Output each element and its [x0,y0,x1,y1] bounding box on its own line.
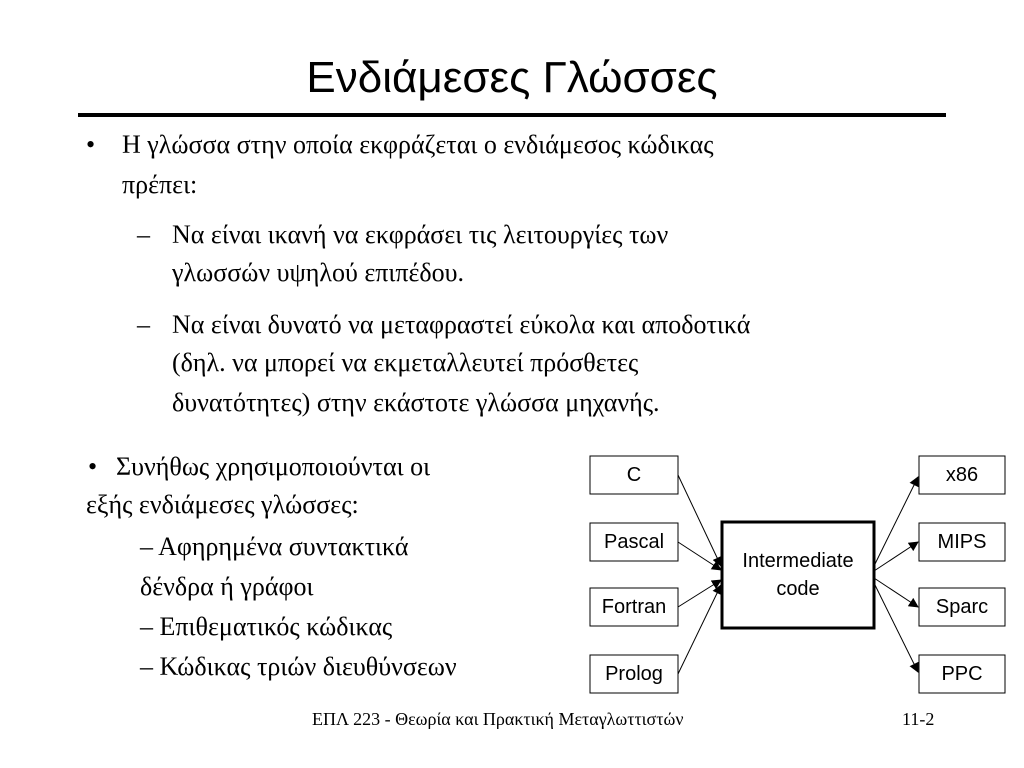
sub-bullet-1-marker: – [137,220,150,249]
sub-bullet-1-line-2: γλωσσών υψηλού επιπέδου. [172,258,465,287]
arrow-pascal-to-ir [678,542,721,570]
footer-course: ΕΠΛ 223 - Θεωρία και Πρακτική Μεταγλωττιστών [312,709,684,729]
arrow-ir-to-ppc [874,583,918,672]
bullet-1-line-2: πρέπει: [122,170,198,199]
list-item-2: – Επιθεματικός κώδικας [140,612,393,641]
bullet-1-marker: • [86,130,96,159]
arrow-prolog-to-ir [678,585,721,674]
sub-bullet-2-line-3: δυνατότητες) στην εκάστοτε γλώσσα μηχανής. [172,388,660,417]
bullet-2-marker: • [88,452,98,481]
arrow-ir-to-x86 [874,477,918,566]
intermediate-code-box [722,522,874,628]
target-label-ppc: PPC [941,663,983,685]
target-label-sparc: Sparc [935,596,989,618]
source-label-pascal: Pascal [603,531,665,553]
source-label-fortran: Fortran [601,596,667,618]
sub-bullet-1-line-1: Να είναι ικανή να εκφράσει τις λειτουργίες των [172,220,669,249]
arrow-ir-to-sparc [874,578,918,607]
source-label-prolog: Prolog [605,663,663,685]
sub-bullet-2-line-2: (δηλ. να μπορεί να εκμεταλλευτεί πρόσθετες [172,348,639,377]
bullet-2-line-1: Συνήθως χρησιμοποιούνται οι [116,452,431,481]
list-item-3: – Κώδικας τριών διευθύνσεων [140,652,457,681]
bullet-1-line-1: Η γλώσσα στην οποία εκφράζεται ο ενδιάμεσος κώδικας [122,130,714,159]
sub-bullet-2-line-1: Να είναι δυνατό να μεταφραστεί εύκολα και αποδοτικά [172,310,751,339]
arrow-fortran-to-ir [678,580,721,607]
intermediate-label-line-2: code [776,578,820,600]
arrow-ir-to-mips [874,542,918,571]
source-label-c: C [626,464,642,486]
target-label-x86: x86 [945,464,979,486]
arrow-c-to-ir [678,475,721,566]
intermediate-label-line-1: Intermediate [742,550,854,572]
footer-page-number: 11-2 [902,709,935,729]
slide-title: Ενδιάμεσες Γλώσσες [306,53,718,102]
list-item-1-line-1: – Αφηρημένα συντακτικά [140,532,409,561]
target-label-mips: MIPS [937,531,987,553]
sub-bullet-2-marker: – [137,310,150,339]
bullet-2-line-2: εξής ενδιάμεσες γλώσσες: [86,490,359,519]
list-item-1-line-2: δένδρα ή γράφοι [140,572,314,601]
